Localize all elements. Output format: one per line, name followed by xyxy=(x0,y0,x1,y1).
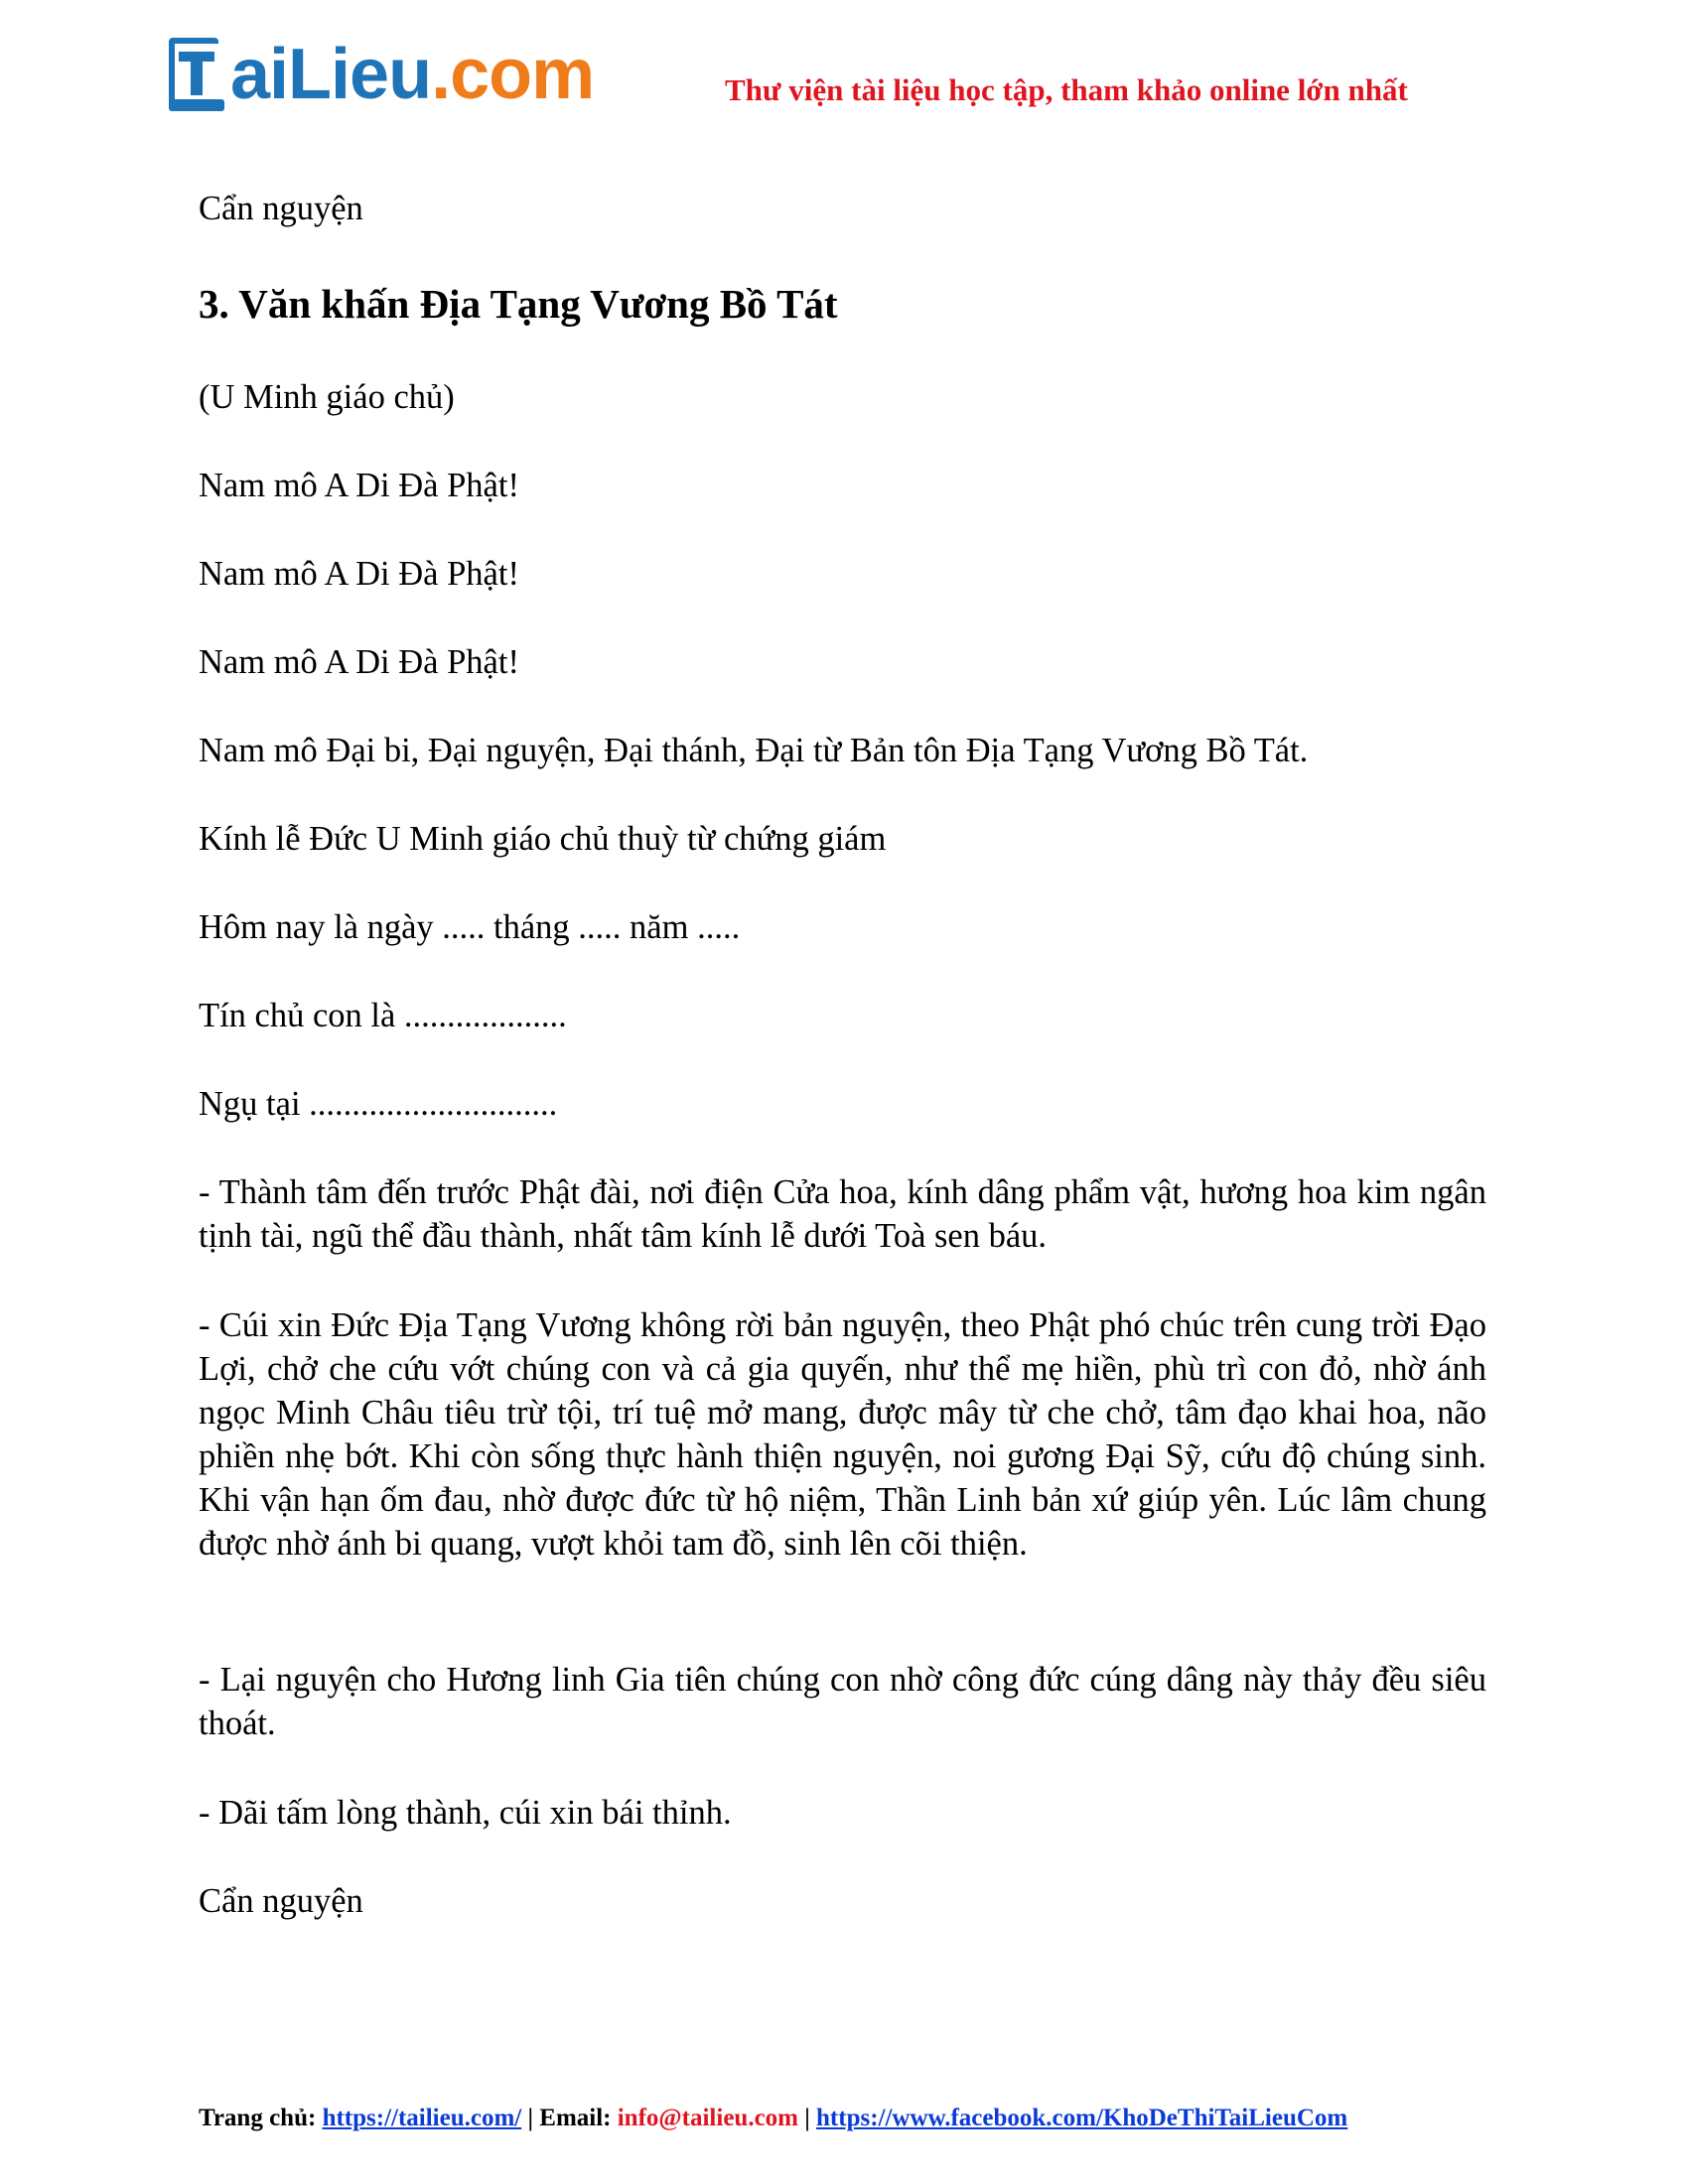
paragraph-invocation-4: Nam mô Đại bi, Đại nguyện, Đại thánh, Đại từ Bản tôn Địa Tạng Vương Bồ Tát. xyxy=(199,732,1309,769)
paragraph-invocation-1: Nam mô A Di Đà Phật! xyxy=(199,467,519,504)
site-tagline: Thư viện tài liệu học tập, tham khảo online lớn nhất xyxy=(725,72,1408,107)
paragraph-respect: Kính lễ Đức U Minh giáo chủ thuỳ từ chứng giám xyxy=(199,820,887,858)
page-header xyxy=(0,0,1688,139)
section-heading: 3. Văn khấn Địa Tạng Vương Bồ Tát xyxy=(199,281,838,327)
page-footer xyxy=(199,2105,1489,2132)
paragraph-sincerity: - Dãi tấm lòng thành, cúi xin bái thỉnh. xyxy=(199,1794,732,1832)
book-logo-icon xyxy=(167,34,228,115)
tailieu-logo[interactable] xyxy=(167,34,594,117)
logo-wordmark xyxy=(230,34,594,115)
footer-separator: | xyxy=(527,2105,534,2131)
footer-email[interactable]: info@tailieu.com xyxy=(617,2105,798,2131)
paragraph-invocation-3: Nam mô A Di Đà Phật! xyxy=(199,643,519,681)
logo-part-ai: ai xyxy=(230,35,289,114)
logo-part-lieu: Lieu xyxy=(288,35,432,114)
closing-text-bottom: Cẩn nguyện xyxy=(199,1882,363,1920)
footer-separator: | xyxy=(804,2105,810,2131)
footer-email-label: Email: xyxy=(539,2105,612,2131)
paragraph-prayer: - Cúi xin Đức Địa Tạng Vương không rời bản nguyện, theo Phật phó chúc trên cung trời Đạo Lợi, chở che cứu vớt chúng con và cả gia quyến, như thể mẹ hiền, phù trì con đỏ, nhờ ánh ngọc Minh Châu tiêu trừ tội, trí tuệ mở mang, được mây từ che chở, tâm đạo khai hoa, não phiền nhẹ bớt. Khi còn sống thực hành thiện nguyện, noi gương Đại Sỹ, cứu độ chúng sinh. Khi vận hạn ốm đau, nhờ được đức từ hộ niệm, Thần Linh bản xứ giúp yên. Lúc lâm chung được nhờ ánh bi quang, vượt khỏi tam đồ, sinh lên cõi thiện. xyxy=(199,1306,1486,1563)
footer-facebook-link[interactable]: https://www.facebook.com/KhoDeThiTaiLieuCom xyxy=(816,2105,1348,2131)
footer-home-label: Trang chủ: xyxy=(199,2105,317,2131)
closing-text-top: Cẩn nguyện xyxy=(199,190,363,227)
paragraph-date: Hôm nay là ngày ..... tháng ..... năm ..... xyxy=(199,908,741,946)
paragraph-ancestors: - Lại nguyện cho Hương linh Gia tiên chúng con nhờ công đức cúng dâng này thảy đều siêu thoát. xyxy=(199,1661,1486,1742)
paragraph-invocation-2: Nam mô A Di Đà Phật! xyxy=(199,555,519,593)
footer-home-link[interactable]: https://tailieu.com/ xyxy=(322,2105,522,2131)
paragraph-offering: - Thành tâm đến trước Phật đài, nơi điện Cửa hoa, kính dâng phẩm vật, hương hoa kim ngân tịnh tài, ngũ thể đầu thành, nhất tâm kính lễ dưới Toà sen báu. xyxy=(199,1173,1486,1255)
paragraph-name: Tín chủ con là ................... xyxy=(199,997,567,1034)
paragraph-address: Ngụ tại ............................. xyxy=(199,1085,558,1123)
paragraph-subtitle: (U Minh giáo chủ) xyxy=(199,378,455,416)
logo-part-com: .com xyxy=(431,35,595,114)
